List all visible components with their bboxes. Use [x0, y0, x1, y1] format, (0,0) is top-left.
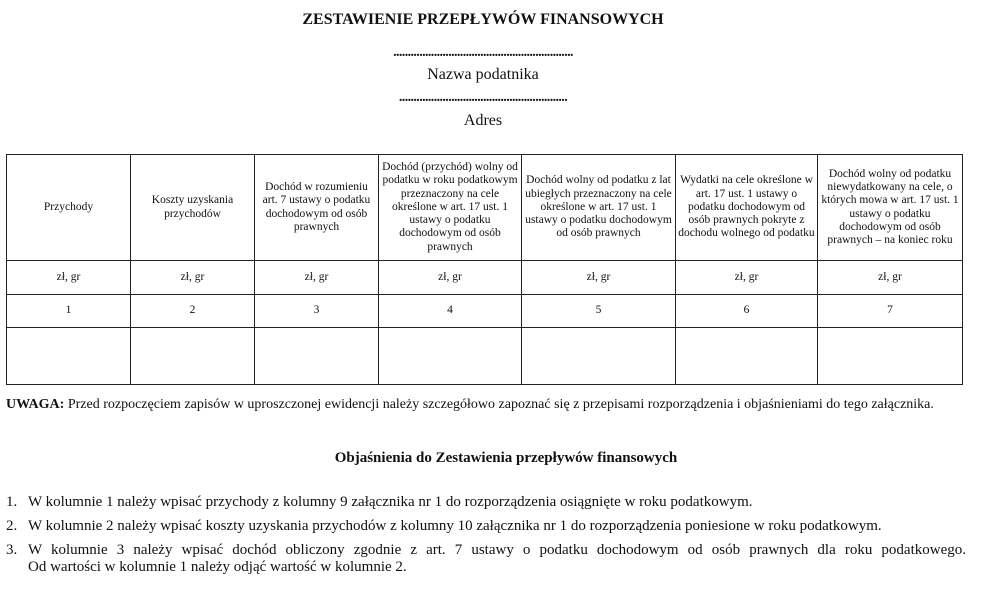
list-item — [6, 518, 966, 535]
item-text: W kolumnie 1 należy wpisać przychody z kolumny 9 załącznika nr 1 do rozporządzenia osiągnięte w roku podatkowym. — [28, 494, 753, 510]
item-text-line1: W kolumnie 3 należy wpisać dochód obliczony zgodnie z art. 7 ustawy o podatku dochodowym od osób prawnych dla roku podatkowego. — [28, 542, 966, 558]
list-item — [6, 542, 966, 576]
unit-cell: zł, gr — [131, 261, 255, 295]
address-field[interactable]: .......................................................... — [398, 90, 568, 105]
header-przychody: Przychody — [7, 155, 131, 261]
column-number: 7 — [818, 295, 963, 328]
item-text: W kolumnie 2 należy wpisać koszty uzyskania przychodów z kolumny 10 załącznika nr 1 do rozporządzenia poniesione w roku podatkowym. — [28, 518, 882, 534]
address-label: Adres — [463, 112, 503, 129]
unit-cell: zł, gr — [676, 261, 818, 295]
entry-cell-3[interactable] — [255, 328, 379, 385]
cash-flow-table — [6, 154, 963, 385]
unit-cell: zł, gr — [7, 261, 131, 295]
warning-text: Przed rozpoczęciem zapisów w uproszczonej ewidencji należy szczegółowo zapoznać się z przepisami rozporządzenia i objaśnieniami do tego załącznika. — [64, 397, 934, 412]
column-number: 3 — [255, 295, 379, 328]
item-text-line2: Od wartości w kolumnie 1 należy odjąć wartość w kolumnie 2. — [28, 559, 407, 575]
entry-cell-7[interactable] — [818, 328, 963, 385]
column-number: 4 — [379, 295, 522, 328]
taxpayer-name-label: Nazwa podatnika — [427, 66, 539, 83]
unit-cell: zł, gr — [379, 261, 522, 295]
unit-cell: zł, gr — [522, 261, 676, 295]
header-dochod-wolny-rok: Dochód (przychód) wolny od podatku w roku podatkowym przeznaczony na cele określone w art. 17 ust. 1 ustawy o podatku dochodowym od osób prawnych — [379, 155, 522, 261]
header-niewydatkowany: Dochód wolny od podatku niewydatkowany na cele, o których mowa w art. 17 ust. 1 ustawy o podatku dochodowym od osób prawnych – na koniec roku — [818, 155, 963, 261]
unit-cell: zł, gr — [818, 261, 963, 295]
column-number: 5 — [522, 295, 676, 328]
table-entry-row — [7, 328, 963, 385]
document-title: ZESTAWIENIE PRZEPŁYWÓW FINANSOWYCH — [302, 11, 664, 28]
explanations-list — [6, 494, 966, 583]
explanations-title: Objaśnienia do Zestawienia przepływów finansowych — [334, 450, 678, 466]
list-item — [6, 494, 966, 511]
column-number: 2 — [131, 295, 255, 328]
table-header-row — [7, 155, 963, 261]
item-number: 1. — [6, 494, 18, 510]
entry-cell-6[interactable] — [676, 328, 818, 385]
table-number-row — [7, 295, 963, 328]
header-dochod-wolny-lata: Dochód wolny od podatku z lat ubiegłych przeznaczony na cele określone w art. 17 ust. 1 ustawy o podatku dochodowym od osób prawnych — [522, 155, 676, 261]
item-number: 2. — [6, 518, 18, 534]
header-dochod: Dochód w rozumieniu art. 7 ustawy o podatku dochodowym od osób prawnych — [255, 155, 379, 261]
table-unit-row — [7, 261, 963, 295]
entry-cell-4[interactable] — [379, 328, 522, 385]
column-number: 1 — [7, 295, 131, 328]
unit-cell: zł, gr — [255, 261, 379, 295]
entry-cell-1[interactable] — [7, 328, 131, 385]
taxpayer-name-field[interactable]: .............................................................. — [393, 45, 573, 60]
entry-cell-5[interactable] — [522, 328, 676, 385]
header-wydatki: Wydatki na cele określone w art. 17 ust. 1 ustawy o podatku dochodowym od osób prawnych pokryte z dochodu wolnego od podatku — [676, 155, 818, 261]
warning-note — [6, 397, 934, 413]
header-koszty: Koszty uzyskania przychodów — [131, 155, 255, 261]
warning-label: UWAGA: — [6, 397, 65, 412]
column-number: 6 — [676, 295, 818, 328]
item-number: 3. — [6, 542, 18, 558]
entry-cell-2[interactable] — [131, 328, 255, 385]
